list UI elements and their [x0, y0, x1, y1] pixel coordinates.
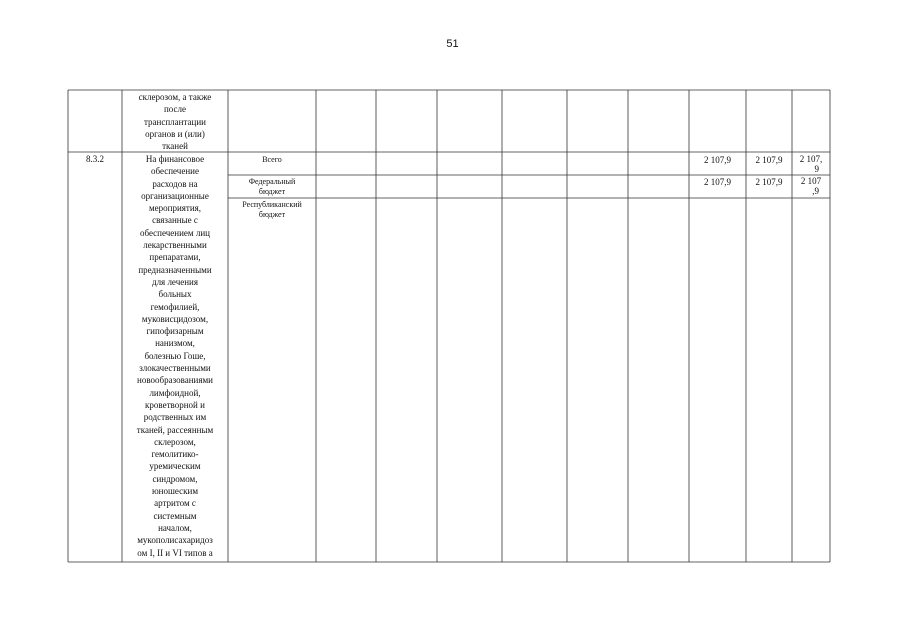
text-line: 2 107,	[799, 154, 823, 164]
text-line: для лечения	[151, 276, 198, 287]
text-line: бюджет	[258, 187, 286, 196]
text-line: расходов на	[152, 178, 198, 189]
text-line: ом I, II и VI типов а	[137, 547, 213, 558]
value-cell: 2 107,9	[704, 155, 731, 165]
value-cell	[792, 176, 830, 196]
text-line: связанные с	[152, 215, 198, 226]
text-line: препаратами,	[149, 252, 201, 263]
text-line: 9	[814, 164, 819, 174]
text-line: 2 107	[800, 176, 822, 186]
text-line: кроветворной и	[145, 399, 205, 410]
text-line: гипофизарным	[146, 326, 204, 337]
text-line: синдромом,	[152, 473, 198, 484]
text-line: системным	[153, 510, 197, 521]
text-line: тканей, рассеянным	[136, 424, 214, 435]
text-line: предназначенными	[138, 264, 212, 275]
page-number: 51	[446, 38, 459, 50]
source-label-republican	[228, 200, 316, 220]
text-line: болезнью Гоше,	[144, 350, 206, 361]
text-line: мероприятия,	[148, 203, 202, 214]
value-cell: 2 107,9	[755, 177, 783, 187]
text-line: после	[163, 104, 187, 115]
text-line: уремическим	[149, 461, 201, 472]
text-line: обеспечением лиц	[140, 227, 210, 238]
text-line: Республиканский	[242, 200, 302, 209]
value-cell: 2 107,9	[755, 155, 783, 165]
prev-row-name	[122, 91, 228, 152]
row-code: 8.3.2	[86, 154, 104, 164]
text-line: артритом с	[154, 498, 196, 509]
text-line: организационные	[141, 190, 209, 201]
text-line: юношеским	[151, 486, 199, 497]
text-line: На финансовое	[145, 154, 205, 164]
text-line: лекарственными	[143, 240, 207, 251]
text-line: гемолитико-	[151, 449, 199, 460]
text-line: тканей	[162, 141, 188, 152]
text-line: бюджет	[258, 210, 286, 219]
text-line: нанизмом,	[155, 338, 195, 349]
text-line: склерозом, а также	[138, 92, 212, 102]
text-line: обеспечение	[151, 166, 199, 177]
text-line: началом,	[158, 522, 192, 533]
source-label-total: Всего	[262, 155, 282, 164]
text-line: мукополисахаридоз	[137, 535, 213, 546]
source-label-federal	[228, 177, 316, 197]
text-line: трансплантации	[144, 116, 206, 127]
value-cell: 2 107,9	[704, 177, 731, 187]
text-line: злокачественными	[139, 363, 211, 374]
text-line: Федеральный	[248, 177, 296, 186]
text-line: лимфоидной,	[149, 387, 201, 398]
text-line: новообразованиями	[137, 375, 213, 386]
value-cell	[792, 154, 830, 174]
text-line: муковисцидозом,	[141, 313, 209, 324]
text-line: органов и (или)	[145, 128, 205, 139]
text-line: родственных им	[143, 412, 207, 423]
text-line: ,9	[812, 186, 819, 196]
text-line: больных	[158, 289, 192, 300]
row-name	[122, 153, 228, 559]
text-line: склерозом,	[154, 436, 196, 447]
text-line: гемофилией,	[150, 301, 200, 312]
